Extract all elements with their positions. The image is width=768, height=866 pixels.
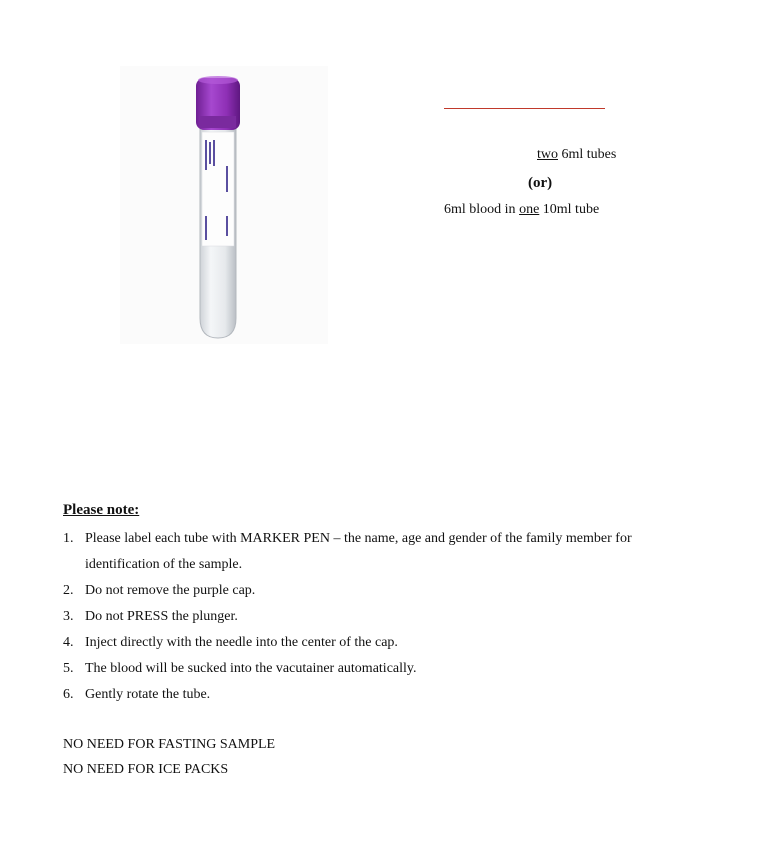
list-item: [63, 604, 703, 630]
list-number: 3.: [63, 609, 74, 624]
list-item: [63, 630, 703, 656]
list-number: 6.: [63, 687, 74, 702]
instruction-list: [63, 526, 703, 708]
list-text: Please label each tube with MARKER PEN – the name, age and gender of the family member for identification of the sample.: [85, 531, 632, 572]
list-item: [63, 656, 703, 682]
list-item: [63, 526, 703, 578]
list-text: Do not remove the purple cap.: [85, 583, 256, 598]
list-number: 4.: [63, 635, 74, 650]
signature-rule: [444, 108, 605, 109]
purple-cap-tube-image: [120, 66, 328, 344]
no-fasting-notice: NO NEED FOR FASTING SAMPLE: [63, 737, 276, 752]
list-text: Do not PRESS the plunger.: [85, 609, 238, 624]
alternate-prefix: 6ml blood in: [444, 202, 520, 217]
list-text: Inject directly with the needle into the center of the cap.: [85, 635, 398, 650]
please-note-heading: Please note:: [63, 502, 140, 518]
tube-size-text: 6ml tubes: [558, 147, 617, 162]
list-number: 5.: [63, 661, 74, 676]
alternate-suffix: 10ml tube: [539, 202, 600, 217]
list-item: [63, 682, 703, 708]
count-two: two: [537, 147, 558, 162]
list-text: The blood will be sucked into the vacutainer automatically.: [85, 661, 417, 676]
list-number: 2.: [63, 583, 74, 598]
list-number: 1.: [63, 531, 74, 546]
tube-count-line: [537, 146, 616, 164]
or-separator: (or): [528, 175, 553, 191]
list-text: Gently rotate the tube.: [85, 687, 211, 702]
no-ice-packs-notice: NO NEED FOR ICE PACKS: [63, 762, 229, 777]
vacutainer-tube-illustration: [120, 66, 328, 344]
count-one: one: [519, 202, 540, 217]
alternate-tube-line: [444, 201, 599, 219]
list-item: [63, 578, 703, 604]
